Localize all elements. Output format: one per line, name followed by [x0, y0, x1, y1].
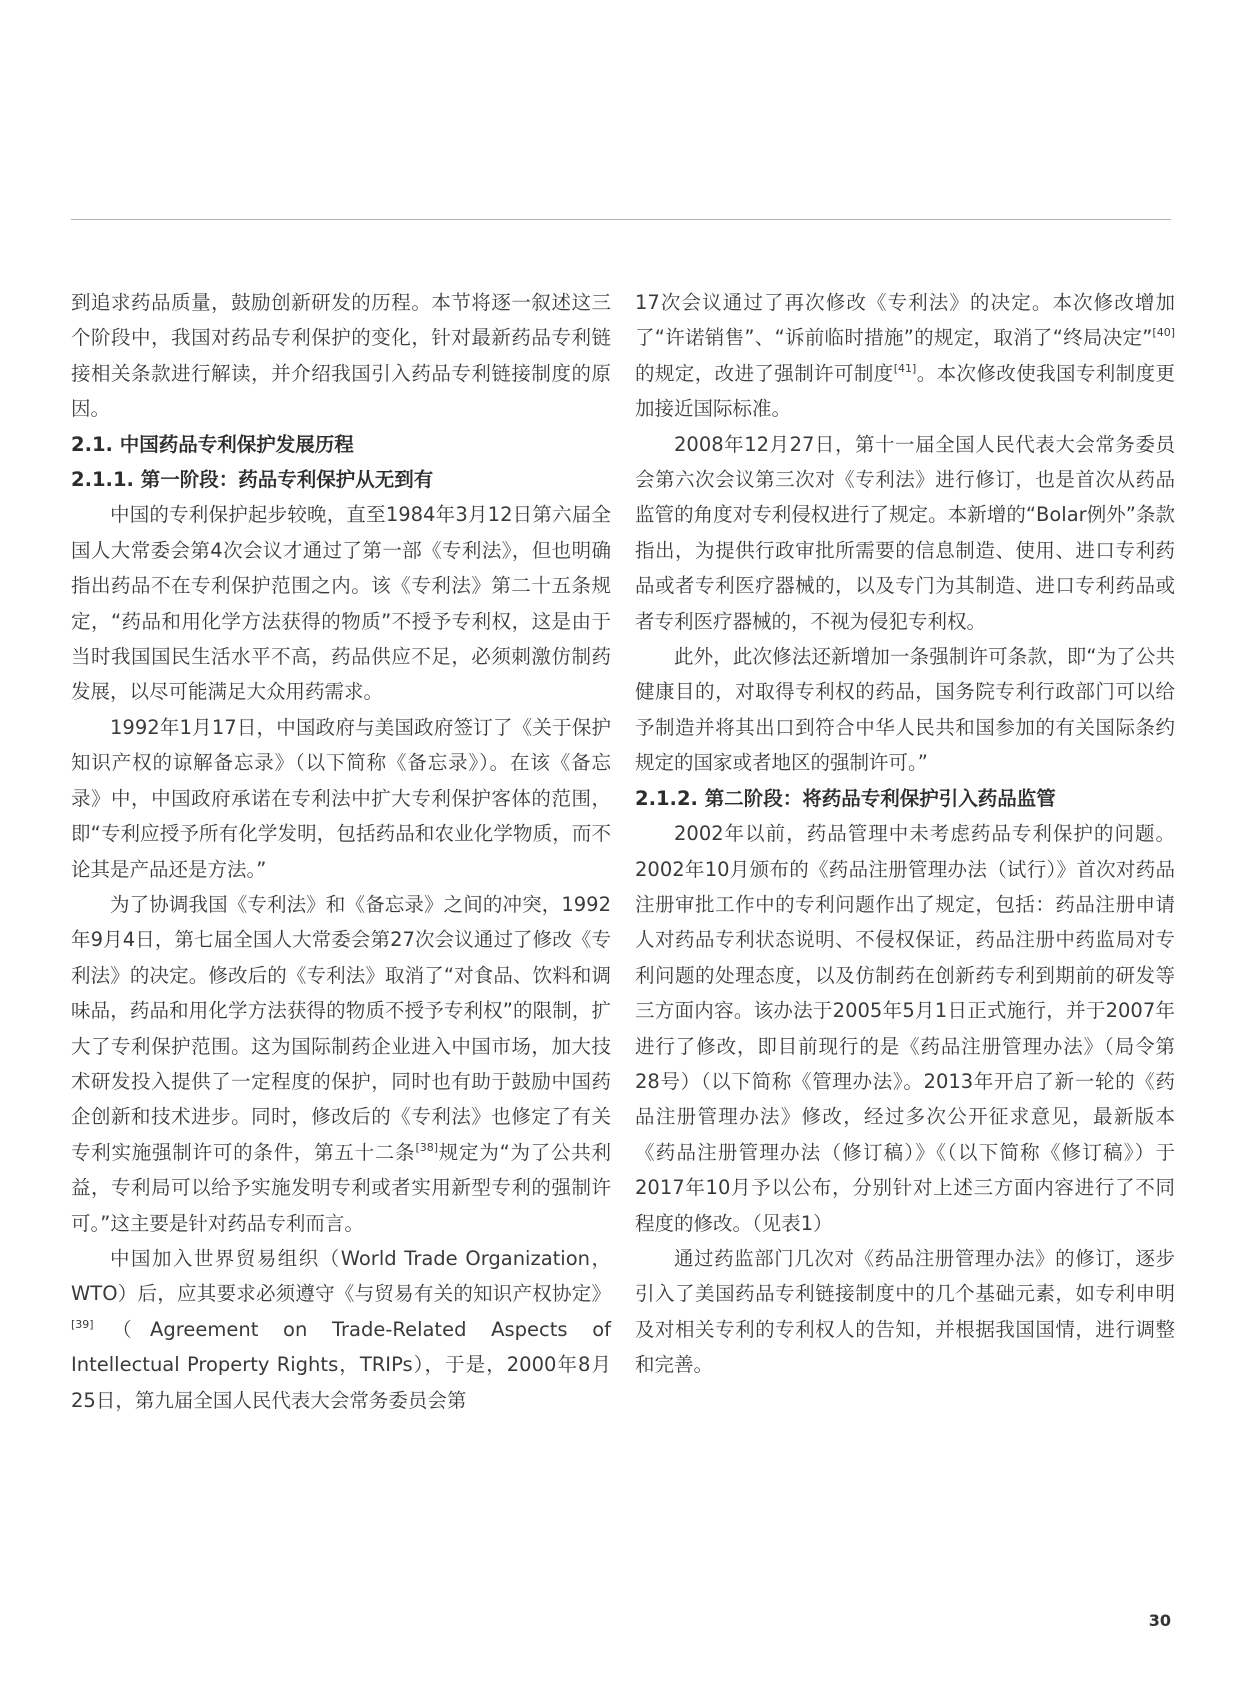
reference-41: [41] [893, 361, 917, 375]
paragraph [71, 1241, 611, 1418]
paragraph: 1992年1月17日，中国政府与美国政府签订了《关于保护知识产权的谅解备忘录》（以下简称《备忘录》）。在该《备忘录》中，中国政府承诺在专利法中扩大专利保护客体的范围，即“专利应授予所有化学发明，包括药品和农业化学物质，而不论其是产品还是方法。” [71, 715, 611, 881]
paragraph-text: 的规定，改进了强制许可制度 [635, 361, 894, 385]
paragraph [635, 285, 1175, 427]
section-heading-2-1-2: 2.1.2. 第二阶段：将药品专利保护引入药品监管 [635, 786, 1056, 810]
section-heading-2-1: 2.1. 中国药品专利保护发展历程 [71, 432, 354, 456]
paragraph-text: 规定为“为了公共利益，专利局可以给予实施发明专利或者实用新型专利的强制许可。”这主要是针对药品专利而言。 [71, 1140, 611, 1235]
paragraph: 此外，此次修法还新增加一条强制许可条款，即“为了公共健康目的，对取得专利权的药品，国务院专利行政部门可以给予制造并将其出口到符合中华人民共和国参加的有关国际条约规定的国家或者地区的强制许可。” [635, 645, 1175, 775]
right-column [635, 285, 1175, 1383]
paragraph: 2008年12月27日，第十一届全国人民代表大会常务委员会第六次会议第三次对《专利法》进行修订，也是首次从药品监管的角度对专利侵权进行了规定。本新增的“Bolar例外”条款指出，为提供行政审批所需要的信息制造、使用、进口专利药品或者专利医疗器械的，以及专门为其制造、进口专利药品或者专利医疗器械的，不视为侵犯专利权。 [635, 432, 1175, 633]
left-column [71, 285, 611, 1418]
paragraph-text: 为了协调我国《专利法》和《备忘录》之间的冲突，1992年9月4日，第七届全国人大常委会第27次会议通过了修改《专利法》的决定。修改后的《专利法》取消了“对食品、饮料和调味品，药品和用化学方法获得的物质不授予专利权”的限制，扩大了专利保护范围。这为国际制药企业进入中国市场，加大技术研发投入提供了一定程度的保护，同时也有助于鼓励中国药企创新和技术进步。同时，修改后的《专利法》也修定了有关专利实施强制许可的条件，第五十二条 [71, 892, 611, 1164]
reference-39: [39] [71, 1317, 94, 1331]
page-number: 30 [1148, 1611, 1171, 1630]
header-rule [71, 219, 1171, 220]
paragraph [71, 887, 611, 1241]
paragraph-text: 中国加入世界贸易组织（World Trade Organization，WTO）后，应其要求必须遵守《与贸易有关的知识产权协定》 [71, 1246, 611, 1306]
reference-40: [40] [1152, 326, 1175, 340]
paragraph: 2002年以前，药品管理中未考虑药品专利保护的问题。2002年10月颁布的《药品注册管理办法（试行）》首次对药品注册审批工作中的专利问题作出了规定，包括：药品注册申请人对药品专利状态说明、不侵权保证，药品注册中药监局对专利问题的处理态度，以及仿制药在创新药专利到期前的研发等三方面内容。该办法于2005年5月1日正式施行，并于2007年进行了修改，即目前现行的是《药品注册管理办法》（局令第28号）（以下简称《管理办法》。2013年开启了新一轮的《药品注册管理办法》修改，经过多次公开征求意见，最新版本《药品注册管理办法（修订稿）》《（以下简称《修订稿》）于2017年10月予以公布，分别针对上述三方面内容进行了不同程度的修改。（见表1） [635, 822, 1175, 1235]
reference-38: [38] [415, 1140, 439, 1154]
paragraph: 通过药监部门几次对《药品注册管理办法》的修订，逐步引入了美国药品专利链接制度中的几个基础元素，如专利申明及对相关专利的专利权人的告知，并根据我国国情，进行调整和完善。 [635, 1246, 1175, 1377]
paragraph: 中国的专利保护起步较晚，直至1984年3月12日第六届全国人大常委会第4次会议才通过了第一部《专利法》，但也明确指出药品不在专利保护范围之内。该《专利法》第二十五条规定，“药品和用化学方法获得的物质”不授予专利权，这是由于当时我国国民生活水平不高，药品供应不足，必须刺激仿制药发展，以尽可能满足大众用药需求。 [71, 503, 611, 704]
paragraph-text: 17次会议通过了再次修改《专利法》的决定。本次修改增加了“许诺销售”、“诉前临时措施”的规定，取消了“终局决定” [635, 291, 1175, 350]
section-heading-2-1-1: 2.1.1. 第一阶段：药品专利保护从无到有 [71, 468, 434, 492]
paragraph-text: （Agreement on Trade-Related Aspects of Intellectual Property Rights，TRIPs），于是，2000年8月25日，第九届全国人民代表大会常务委员会第 [71, 1317, 611, 1412]
paragraph-text: 。本次修改使我国专利制度更加接近国际标准。 [635, 361, 1175, 421]
paragraph: 到追求药品质量，鼓励创新研发的历程。本节将逐一叙述这三个阶段中，我国对药品专利保护的变化，针对最新药品专利链接相关条款进行解读，并介绍我国引入药品专利链接制度的原因。 [71, 291, 611, 421]
